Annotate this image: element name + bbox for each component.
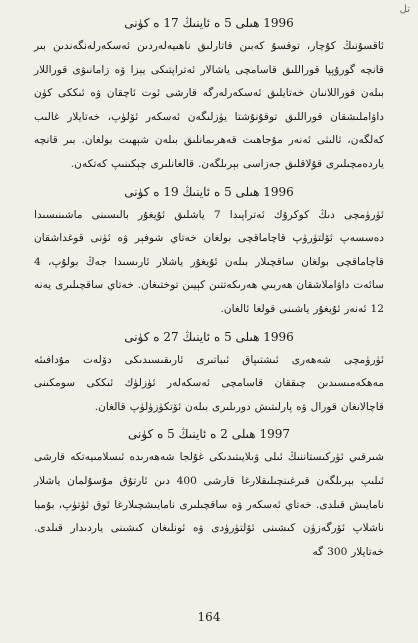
page-number: 164 [197,610,221,624]
entry-2 [34,183,384,322]
entry-text: ئۈرۈمچى دىڭ كوكرۇك ئەتراپىدا 7 ياشلىق ئۇيغۇر بالىسىنى ماشىنىسىدا دەسسەپ ئۆلتۈرۈپ قاچاماقچى بولغان خەتاي شوفېر ۋە ئۈنى قوغداشقان قاچاماقچى بولغان ساقچىلار بىلەن ئۇيغۇر ياشلار ئارىسىدا جەڭ بولۇپ، 4 سائەت داۋاملاشقان ھەربىي ھەرىكەتتىن كېيىن توختىغان. خەتاي ساقچىلىرى يەنە 12 ئەنەر ئۇيغۇر ياشىنى قولغا ئالغان. [34,208,384,315]
entry-text: ئاقسۇنىڭ كۇچار، توقسۇ كەبىن قاتارلىق ناھىيەلەردىن ئەسكەرلەنگەندىن بىر قانچە گورۇپپا قوراللىق قاسامچى ياشالار ئەتراپتىكى يېزا ۋە زامانىۋى قوراللار بىلەن قوراللانںان خەتايلىق ئەسكەرلەرگە قارشى ئوت ئاچقان ۋە ئىككى كۈن داۋاملىشقان قوراللىق توقۇنۇشتا يۈزلىگەن ئەسكەر ئۆلۈپ، خەتايلار غالىب كەلگەن، ثالىثى ئەنەر مۇجاھىت قەھرىمانلىق بىلەن شېھىت بولغان. بىر قانچە ياردەمچىلىرى قۇلاقلىق جەزاسى بېرىلگەن. قالغانلىرى چېكىنىپ كەتكەن. [34,40,384,170]
entry-date: 1996 ھىلى 5 ە ئاينىڭ 19 ە كۈنى [124,184,294,199]
entry-4 [34,425,384,564]
entry-1 [34,14,384,177]
entry-date: 1996 ھىلى 5 ە ئاينىڭ 27 ە كۈنى [124,329,294,344]
corner-mark: تل [399,4,410,15]
entry-date: 1997 ھىلى 2 ە ئاينىڭ 5 ە كۈنى [128,427,290,442]
entry-text: شىرقىي ئۈركىستاننىڭ ئىلى ۋىلايىتىدىكى غۇلجا شەھەرىدە ئىسلامىيەتكە قارشى ئىلىپ بېرىلگەن قىرغىنچىلىقلارغا قارشى 400 دىن ئارتۇق مۇسۇلمان ياشلار نامايىش قىلدى. خەتاي ئەسكەر ۋە ساقچىلىرى نامايىشچىلارغا ئوق ئۈتۈپ، بۇمبا ناشلاپ ئۆرگەزۈن كىشىنى ئۆلتۈرۈدى ۋە ئونلىغان كىشىنى ياردىدار قىلدى. خەتايلار 300 گە [34,451,384,558]
entry-3 [34,328,384,420]
entry-text: ئۈرۈمچى شەھەرى ئىشتىپاق ئىباتىرى ئارىقىسىدىكى دۆلەت مۇدافىئە مەھكەمىسىدىن چىققان قاسامچى ئەسكەلەر ئۈزلۈك ئىككى سومكىنى قاچالانغان قورال ۋە پارلىتىش دورىلىرى بىلەن ئۆتكۈزۈلۈپ قالغان. [34,353,384,413]
entry-date: 1996 ھىلى 5 ە ئاينىڭ 17 ە كۈنى [124,16,294,30]
